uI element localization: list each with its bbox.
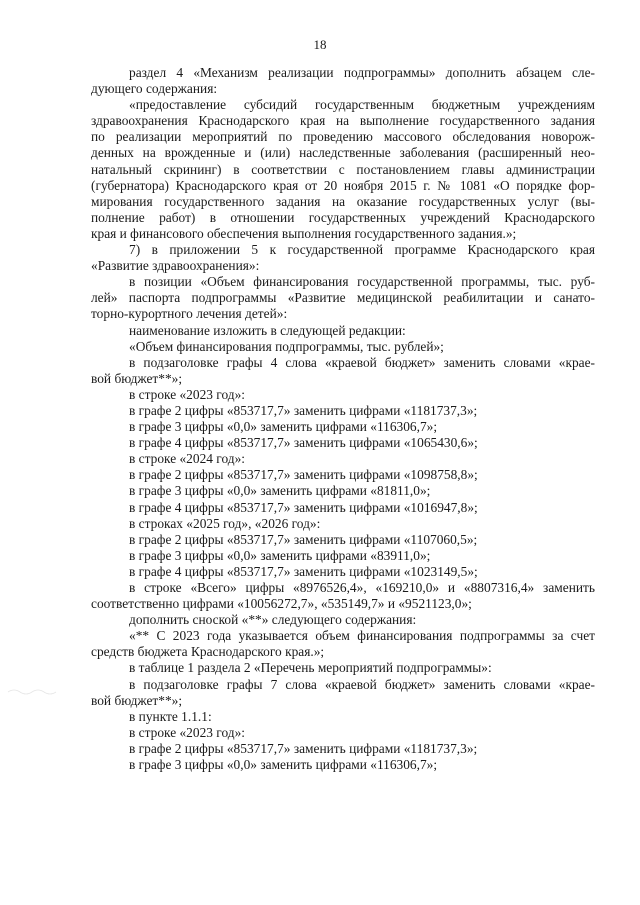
text-line: в таблице 1 раздела 2 «Перечень мероприятий подпрограммы»: xyxy=(129,660,492,676)
text-line: (губернатора) Краснодарского края от 20 ноября 2015 г. № 1081 «О порядке фор- xyxy=(91,177,595,193)
text-line: в графе 3 цифры «0,0» заменить цифрами «116306,7»; xyxy=(129,757,438,773)
text-line: «предоставление субсидий государственным бюджетным учреждениям xyxy=(129,97,595,113)
text-line: натальный скрининг) в соответствии с постановлением главы администрации xyxy=(91,161,595,177)
text-line: в графе 2 цифры «853717,7» заменить цифрами «1181737,3»; xyxy=(129,402,478,418)
document-body xyxy=(91,65,595,773)
text-line: в строке «2023 год»: xyxy=(129,386,246,402)
text-line: в графе 2 цифры «853717,7» заменить цифрами «1181737,3»; xyxy=(129,740,478,756)
text-line: вой бюджет**»; xyxy=(91,692,183,708)
text-line: вой бюджет**»; xyxy=(91,370,183,386)
text-line: в графе 2 цифры «853717,7» заменить цифрами «1107060,5»; xyxy=(129,531,478,547)
text-line: в подзаголовке графы 4 слова «краевой бюджет» заменить словами «крае- xyxy=(129,354,595,370)
text-line: в графе 4 цифры «853717,7» заменить цифрами «1016947,8»; xyxy=(129,499,478,515)
text-line: в строке «2023 год»: xyxy=(129,724,246,740)
text-line: денных на врожденные и (или) наследственные заболевания (расширенный нео- xyxy=(91,145,595,161)
text-line: здравоохранения Краснодарского края на выполнение государственного задания xyxy=(91,113,595,129)
text-line: в графе 3 цифры «0,0» заменить цифрами «81811,0»; xyxy=(129,483,431,499)
text-line: торно-курортного лечения детей»: xyxy=(91,306,288,322)
text-line: в подзаголовке графы 7 слова «краевой бюджет» заменить словами «крае- xyxy=(129,676,595,692)
text-line: в строках «2025 год», «2026 год»: xyxy=(129,515,321,531)
text-line: в пункте 1.1.1: xyxy=(129,708,212,724)
text-line: раздел 4 «Механизм реализации подпрограммы» дополнить абзацем сле- xyxy=(129,65,595,80)
text-line: края и финансового обеспечения выполнения государственного задания.»; xyxy=(91,225,517,241)
text-line: «Развитие здравоохранения»: xyxy=(91,258,260,274)
text-line: наименование изложить в следующей редакции: xyxy=(129,322,406,338)
text-line: дополнить сноской «**» следующего содержания: xyxy=(129,612,417,628)
text-line: в строке «Всего» цифры «8976526,4», «169210,0» и «8807316,4» заменить xyxy=(129,580,595,595)
text-line: в графе 4 цифры «853717,7» заменить цифрами «1023149,5»; xyxy=(129,563,478,579)
text-line: в графе 3 цифры «0,0» заменить цифрами «116306,7»; xyxy=(129,419,438,435)
text-line: в графе 3 цифры «0,0» заменить цифрами «83911,0»; xyxy=(129,547,431,563)
text-line: соответственно цифрами «10056272,7», «535149,7» и «9521123,0»; xyxy=(91,596,472,612)
text-line: 7) в приложении 5 к государственной программе Краснодарского края xyxy=(129,242,595,258)
text-line: «** С 2023 года указывается объем финансирования подпрограммы за счет xyxy=(129,628,595,644)
text-line: в позиции «Объем финансирования государственной программы, тыс. руб- xyxy=(129,274,595,290)
text-line: полнение работ) в отношении государственных учреждений Краснодарского xyxy=(91,209,595,225)
scan-artifact xyxy=(6,684,66,700)
text-line: в графе 2 цифры «853717,7» заменить цифрами «1098758,8»; xyxy=(129,467,478,483)
page-number: 18 xyxy=(313,37,327,52)
text-line: мирования государственного задания на оказание государственных услуг (вы- xyxy=(91,193,595,209)
text-line: в строке «2024 год»: xyxy=(129,451,246,467)
text-line: в графе 4 цифры «853717,7» заменить цифрами «1065430,6»; xyxy=(129,435,478,451)
text-line: по реализации мероприятий по проведению массового обследования новорож- xyxy=(91,129,595,145)
text-line: лей» паспорта подпрограммы «Развитие медицинской реабилитации и санато- xyxy=(91,290,595,306)
text-line: дующего содержания: xyxy=(91,81,218,97)
text-line: средств бюджета Краснодарского края.»; xyxy=(91,644,325,660)
text-line: «Объем финансирования подпрограммы, тыс. рублей»; xyxy=(129,338,444,354)
